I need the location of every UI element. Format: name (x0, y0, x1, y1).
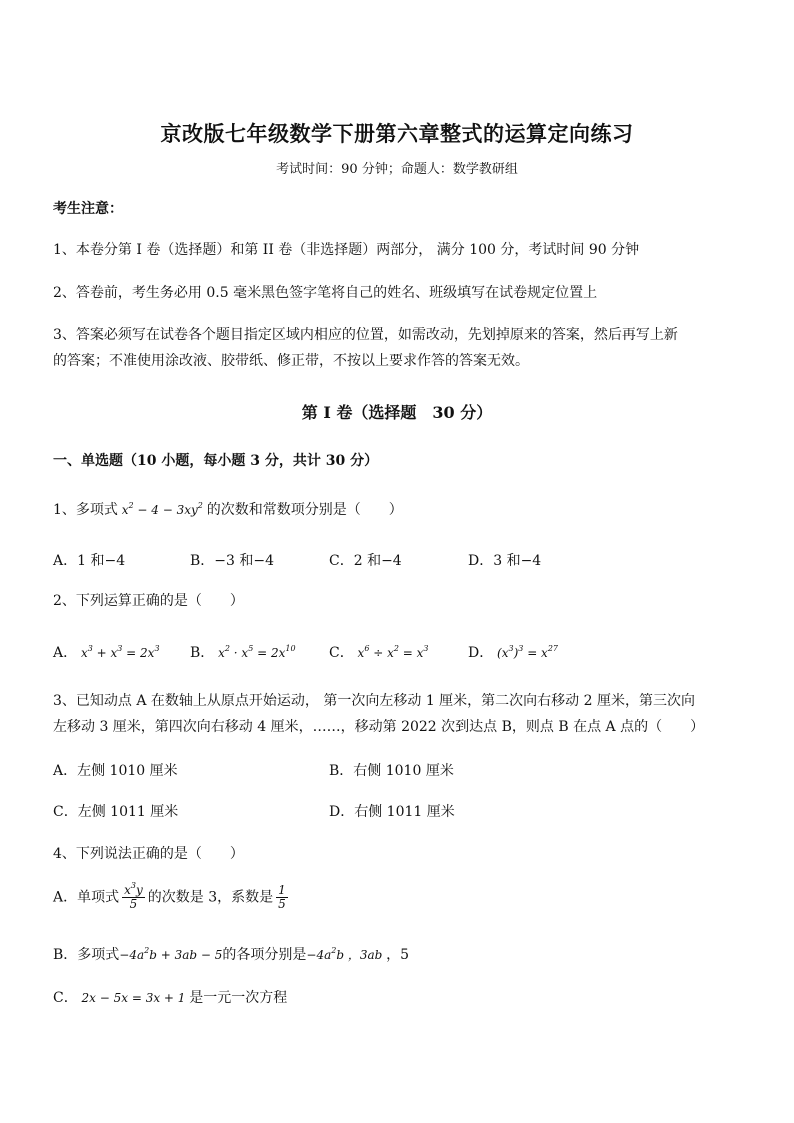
notice-item-3: 3、答案必须写在试卷各个题目指定区域内相应的位置，如需改动，先划掉原来的答案，然后再写上新 (53, 327, 678, 343)
question-1 (53, 500, 403, 520)
notice-heading: 考生注意： (53, 201, 123, 217)
notice-item-2: 2、答卷前，考生务必用 0.5 毫米黑色签字笔将自己的姓名、班级填写在试卷规定位置上 (53, 285, 598, 301)
q2-option-a[interactable] (53, 642, 160, 662)
q2-option-c[interactable] (329, 642, 429, 662)
q2-option-b-label: B． (190, 645, 215, 661)
q1-option-a[interactable]: A．1 和−4 (53, 553, 126, 569)
q2-option-d-formula: $(x^3)^3 = x^{27}$ (493, 644, 559, 660)
section-heading: 一、单选题（10 小题，每小题 3 分，共计 30 分） (53, 453, 379, 469)
q2-option-d-label: D． (468, 645, 494, 661)
q4-option-c[interactable] (53, 987, 287, 1007)
q4-option-a-middle: 的次数是 3，系数是 (147, 889, 274, 906)
q2-option-d[interactable] (468, 642, 558, 662)
q4-monomial-fraction: $\frac{x^3y}{5}$ (124, 881, 143, 911)
q1-suffix: 的次数和常数项分别是（ ） (206, 502, 403, 518)
question-3-line-1: 3、已知动点 A 在数轴上从原点开始运动， 第一次向左移动 1 厘米，第二次向右移动 2 厘米，第三次向 (53, 693, 695, 709)
q4-terms: $-4a^2b$ ，3ab (306, 946, 387, 962)
q2-option-c-label: C． (329, 645, 354, 661)
q4-option-b[interactable] (53, 944, 409, 964)
q1-option-c[interactable]: C．2 和−4 (329, 553, 402, 569)
question-3-line-2: 左移动 3 厘米，第四次向右移动 4 厘米，……，移动第 2022 次到达点 B，则点 B 在点 A 点的（ ） (53, 719, 705, 735)
q4-equation: 2x − 5x = 3x + 1 (77, 991, 190, 1005)
q4-option-a-prefix: A．单项式 (53, 889, 120, 906)
q3-option-c[interactable]: C．左侧 1011 厘米 (53, 804, 179, 820)
notice-item-1: 1、本卷分第 I 卷（选择题）和第 II 卷（非选择题）两部分， 满分 100 分，考试时间 90 分钟 (53, 242, 640, 258)
question-4: 4、下列说法正确的是（ ） (53, 846, 244, 862)
page-title: 京改版七年级数学下册第六章整式的运算定向练习 (160, 121, 634, 146)
q3-option-d[interactable]: D．右侧 1011 厘米 (329, 804, 455, 820)
q4-option-c-prefix: C． (53, 990, 78, 1006)
q3-option-a[interactable]: A．左侧 1010 厘米 (53, 763, 178, 779)
q2-option-b[interactable] (190, 642, 296, 662)
q4-coefficient-fraction: $\frac{1}{5}$ (278, 883, 286, 911)
notice-item-3-cont: 的答案；不准使用涂改液、胶带纸、修正带，不按以上要求作答的答案无效。 (53, 353, 529, 369)
q1-option-b[interactable]: B．−3 和−4 (190, 553, 275, 569)
q1-option-d[interactable]: D．3 和−4 (468, 553, 542, 569)
q2-option-a-label: A． (53, 645, 78, 661)
q4-option-a[interactable] (53, 881, 291, 911)
q4-option-b-prefix: B．多项式 (53, 947, 120, 963)
q1-polynomial: $x^2 - 4 - 3xy^2$ (117, 501, 203, 517)
q4-option-b-middle: 的各项分别是 (222, 947, 307, 963)
q3-option-b[interactable]: B．右侧 1010 厘米 (329, 763, 454, 779)
q2-option-a-formula: $x^3 + x^3 = 2x^3$ (77, 644, 160, 660)
exam-info: 考试时间：90 分钟；命题人：数学教研组 (276, 162, 518, 177)
q4-polynomial: $-4a^2b + 3ab - 5$ (119, 946, 223, 962)
part1-title: 第 I 卷（选择题 30 分） (301, 403, 493, 422)
q4-option-b-suffix: ，5 (386, 947, 410, 963)
q2-option-b-formula: $x^2 \cdot x^5 = 2x^{10}$ (214, 644, 296, 660)
q1-prefix: 1、多项式 (53, 502, 118, 518)
question-2: 2、下列运算正确的是（ ） (53, 593, 244, 609)
q4-option-c-suffix: 是一元一次方程 (189, 990, 288, 1006)
q2-option-c-formula: $x^6 \div x^2 = x^3$ (353, 644, 429, 660)
